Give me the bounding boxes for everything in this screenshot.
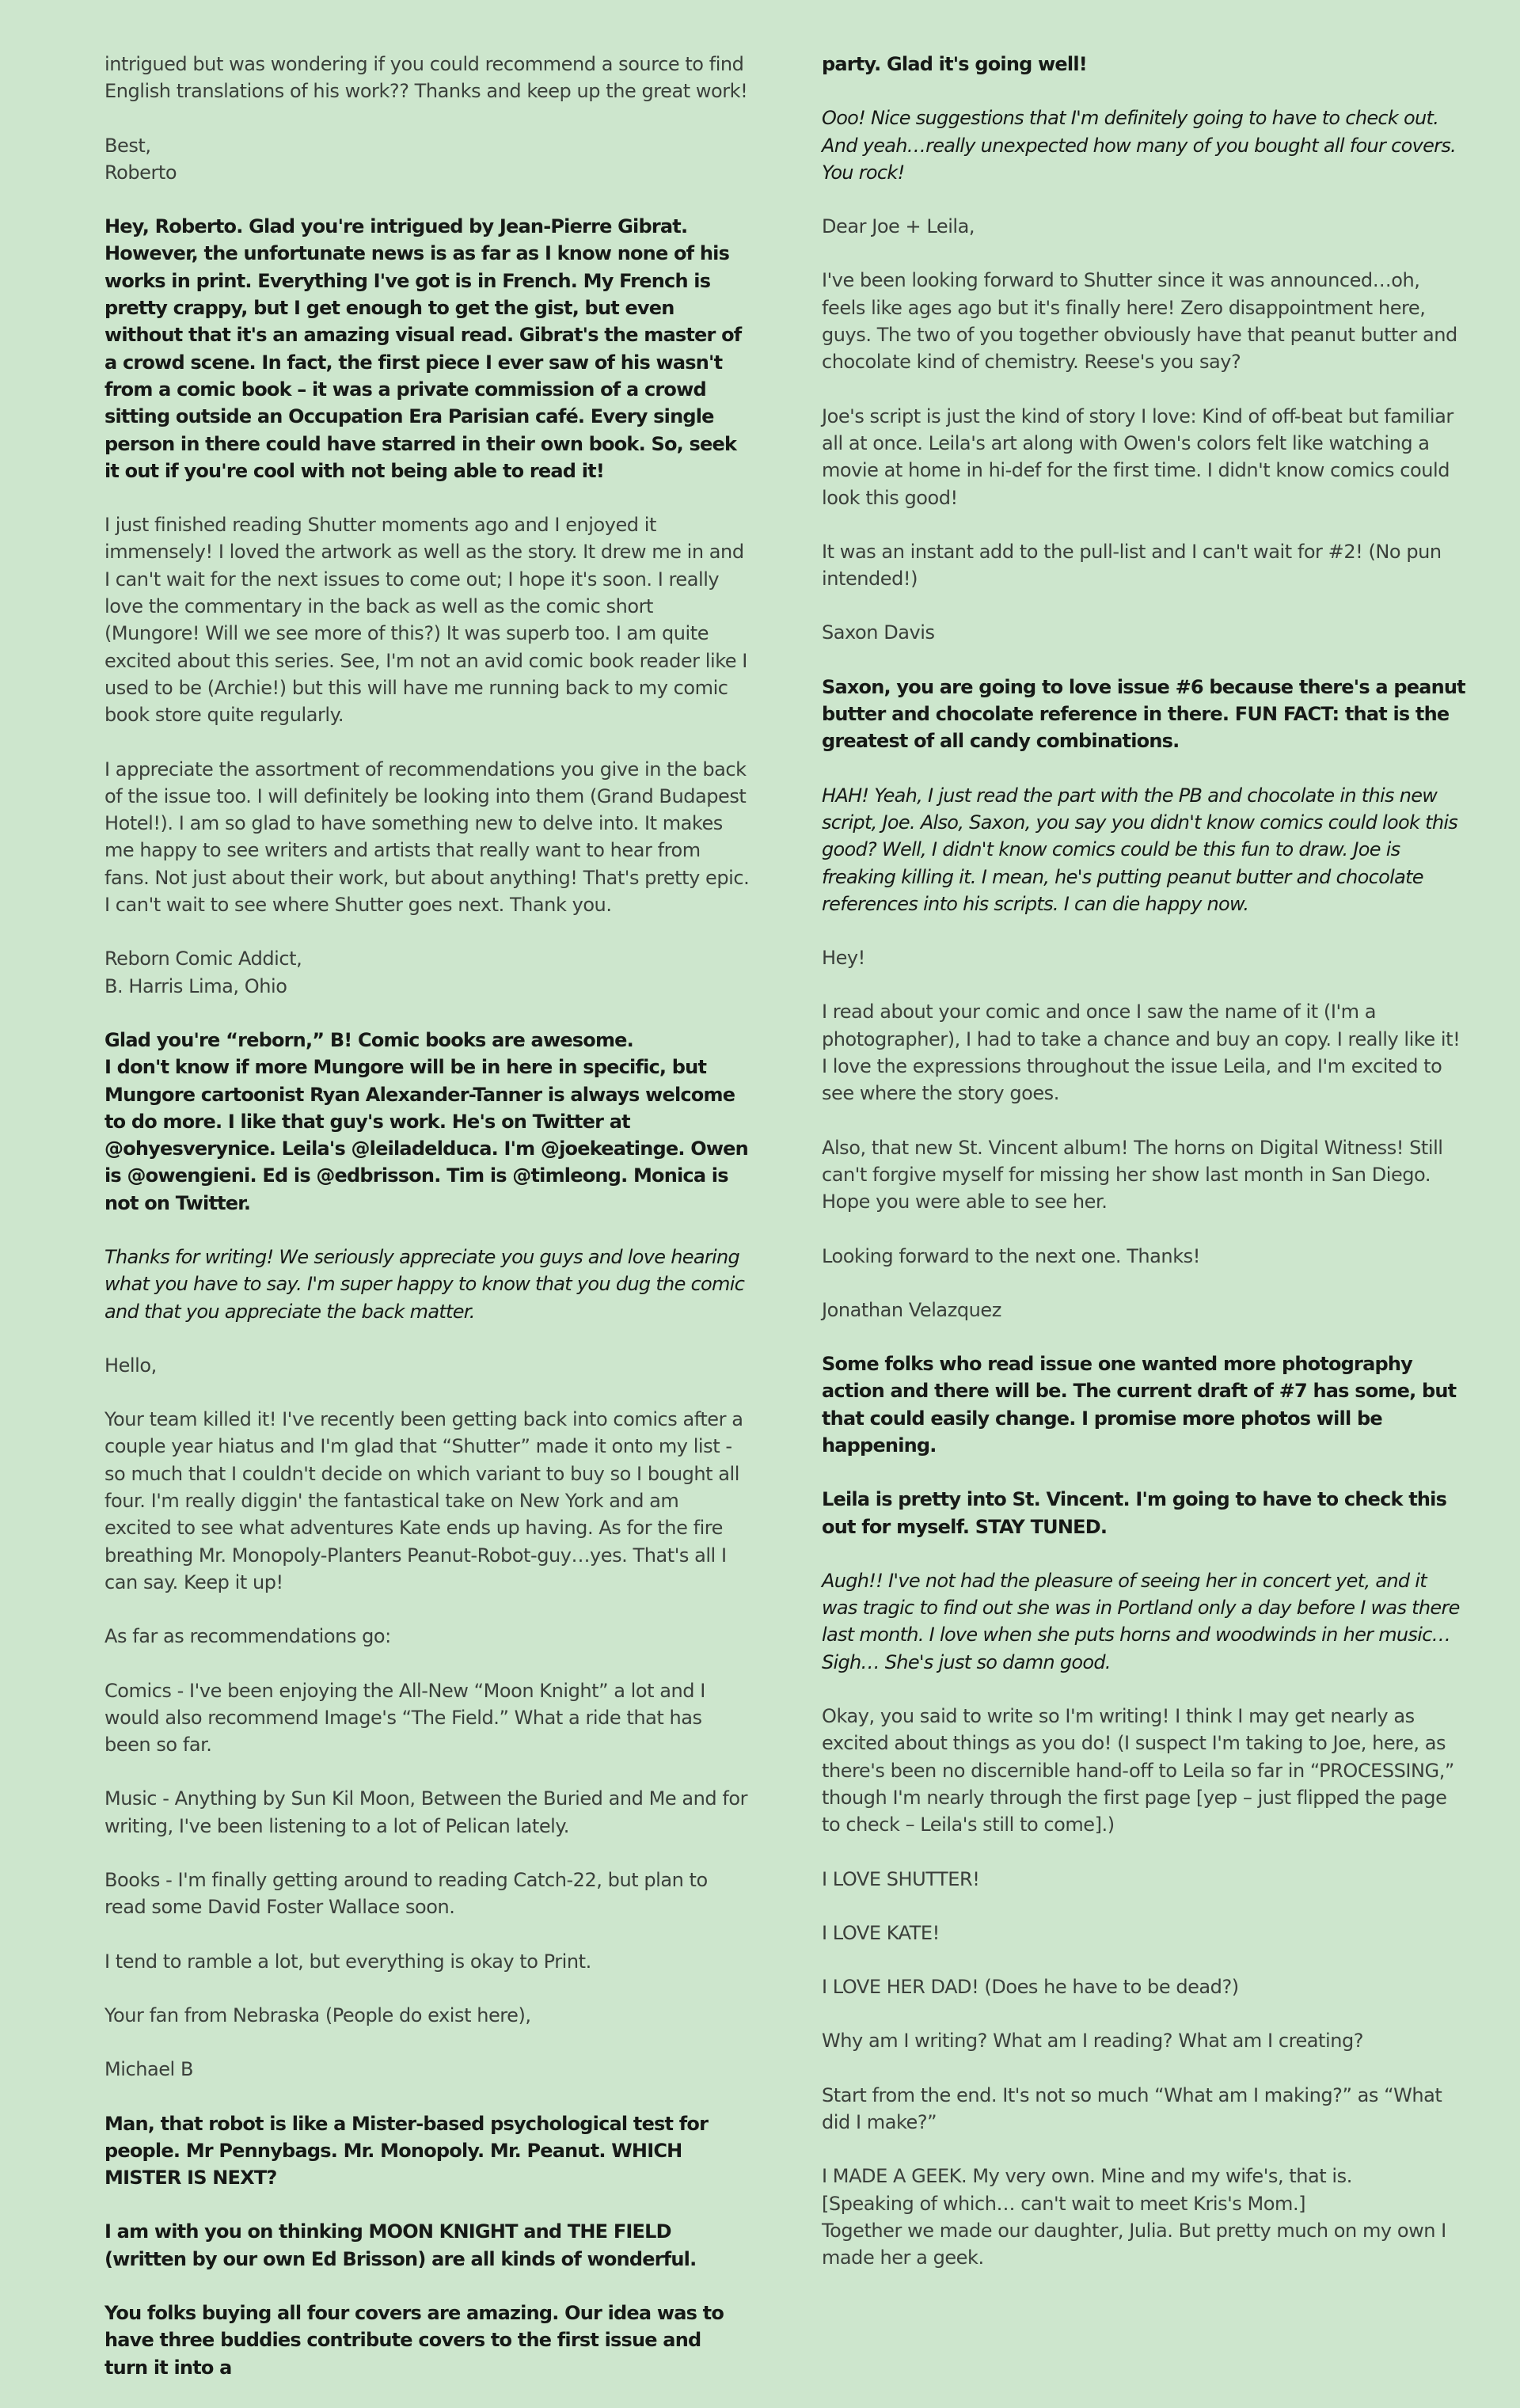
paragraph-line: Reborn Comic Addict, xyxy=(104,948,302,970)
creator-reply-paragraph: Man, that robot is like a Mister-based psychological test for people. Mr Pennybags. Mr. Monopoly. Mr. Peanut. WHICH MISTER IS NEXT? xyxy=(104,2112,709,2190)
reader-letter-paragraph: Start from the end. It's not so much “What am I making?” as “What did I make?” xyxy=(822,2083,1442,2134)
paragraph-line: I don't know if more Mungore will be in here in specific, but Mungore cartoonist Ryan Alexander-Tanner is always welcome to do more. I like that guy's work. He's on Twitter at @ohyesverynice. Leila's @leiladelduca. I'm @joekeatinge. Owen is @owengieni. Ed is @edbrisson. Tim is @timleong. Monica is not on Twitter. xyxy=(104,1056,748,1214)
reader-letter-paragraph: Comics - I've been enjoying the All-New “Moon Knight” a lot and I would also recommend Image's “The Field.” What a ride that has been so far. xyxy=(104,1679,705,1757)
paragraph-line: Best, xyxy=(104,134,151,157)
letter-signature: Saxon Davis xyxy=(822,621,935,644)
letter-signature: Hey! xyxy=(822,947,865,970)
letter-signature: Michael B xyxy=(104,2058,193,2081)
reader-letter-paragraph: Music - Anything by Sun Kil Moon, Between the Buried and Me and for writing, I've been listening to a lot of Pelican lately. xyxy=(104,1787,748,1837)
reader-letter-paragraph: I LOVE HER DAD! (Does he have to be dead?) xyxy=(822,1976,1239,1999)
reader-letter-paragraph: I tend to ramble a lot, but everything is okay to Print. xyxy=(104,1950,591,1973)
reader-letter-paragraph: I just finished reading Shutter moments ago and I enjoyed it immensely! I loved the artwork as well as the story. It drew me in and I can't wait for the next issues to come out; I hope it's soon. I really love the commentary in the back as well as the comic short (Mungore! Will we see more of this?) It was superb too. I am quite excited about this series. See, I'm not an avid comic book reader like I used to be (Archie!) but this will have me running back to my comic book store quite regularly. xyxy=(104,514,747,727)
paragraph-line: B. Harris Lima, Ohio xyxy=(104,974,287,997)
letter-signature: Dear Joe + Leila, xyxy=(822,215,975,238)
creator-reply-paragraph: You folks buying all four covers are amazing. Our idea was to have three buddies contribute covers to the first issue and turn it into a xyxy=(104,2302,724,2379)
creator-reply-paragraph: Leila is pretty into St. Vincent. I'm going to have to check this out for myself. STAY TUNED. xyxy=(822,1488,1447,1538)
reader-letter-paragraph: Why am I writing? What am I reading? What am I creating? xyxy=(822,2030,1364,2053)
reader-letter-paragraph: Looking forward to the next one. Thanks! xyxy=(822,1244,1200,1267)
letter-signature: Hello, xyxy=(104,1354,157,1377)
reader-letter-paragraph: As far as recommendations go: xyxy=(104,1625,391,1648)
creator-reply-paragraph: party. Glad it's going well! xyxy=(822,53,1087,75)
reader-letter-paragraph: I LOVE KATE! xyxy=(822,1921,940,1944)
paragraph-line: I MADE A GEEK. My very own. Mine and my wife's, that is. xyxy=(822,2165,1352,2188)
letter-signature: Jonathan Velazquez xyxy=(822,1298,1001,1321)
paragraph-line: Together we made our daughter, Julia. But pretty much on my own I made her a geek. xyxy=(822,2219,1446,2269)
reader-letter-paragraph: intrigued but was wondering if you could recommend a source to find English translations of his work?? Thanks and keep up the great work! xyxy=(104,53,748,103)
right-column xyxy=(822,51,1467,2299)
reader-letter-paragraph: I've been looking forward to Shutter since it was announced…oh, feels like ages ago but it's finally here! Zero disappointment here, guys. The two of you together obviously have that peanut butter and chocolate kind of chemistry. Reese's you say? xyxy=(822,269,1457,374)
artist-reply-paragraph: Augh!! I've not had the pleasure of seeing her in concert yet, and it was tragic to find out she was in Portland only a day before I was there last month. I love when she puts horns and woodwinds in her music…Sigh… She's just so damn good. xyxy=(822,1569,1460,1673)
creator-reply-paragraph: Saxon, you are going to love issue #6 because there's a peanut butter and chocolate reference in there. FUN FACT: that is the greatest of all candy combinations. xyxy=(822,675,1465,753)
artist-reply-paragraph: HAH! Yeah, I just read the part with the PB and chocolate in this new script, Joe. Also, Saxon, you say you didn't know comics could look this good? Well, I didn't know comics could be this fun to draw. Joe is freaking killing it. I mean, he's putting peanut butter and chocolate references into his scripts. I can die happy now. xyxy=(822,784,1458,915)
paragraph-line: [Speaking of which… can't wait to meet Kris's Mom.] xyxy=(822,2192,1306,2215)
reader-letter-paragraph: Your team killed it! I've recently been getting back into comics after a couple year hiatus and I'm glad that “Shutter” made it onto my list - so much that I couldn't decide on which variant to buy so I bought all four. I'm really diggin' the fantastical take on New York and am excited to see what adventures Kate ends up having. As for the fire breathing Mr. Monopoly-Planters Peanut-Robot-guy…yes. That's all I can say. Keep it up! xyxy=(104,1408,743,1593)
reader-letter-paragraph: Your fan from Nebraska (People do exist here), xyxy=(104,2004,531,2026)
creator-reply-paragraph xyxy=(104,1027,750,1217)
reader-letter-paragraph: I LOVE SHUTTER! xyxy=(822,1867,980,1890)
reader-letter-paragraph: I appreciate the assortment of recommendations you give in the back of the issue too. I will definitely be looking into them (Grand Budapest Hotel!). I am so glad to have something new to delve into. It makes me happy to see writers and artists that really want to hear from fans. Not just about their work, but about anything! That's pretty epic. I can't wait to see where Shutter goes next. Thank you. xyxy=(104,758,750,917)
reader-letter-paragraph: Also, that new St. Vincent album! The horns on Digital Witness! Still can't forgive myself for missing her show last month in San Diego. Hope you were able to see her. xyxy=(822,1136,1443,1213)
artist-reply-paragraph: Ooo! Nice suggestions that I'm definitely going to have to check out. And yeah…really unexpected how many of you bought all four covers. You rock! xyxy=(822,107,1457,184)
letter-signature xyxy=(104,132,750,187)
paragraph-line: Roberto xyxy=(104,161,177,184)
left-column xyxy=(104,51,750,2408)
paragraph-line: Glad you're “reborn,” B! Comic books are awesome. xyxy=(104,1028,633,1051)
letter-signature xyxy=(104,945,750,1000)
reader-letter-paragraph: I read about your comic and once I saw the name of it (I'm a photographer), I had to take a chance and buy an copy. I really like it! I love the expressions throughout the issue Leila, and I'm excited to see where the story goes. xyxy=(822,1001,1461,1105)
reader-letter-paragraph: Joe's script is just the kind of story I love: Kind of off-beat but familiar all at once. Leila's art along with Owen's colors felt like watching a movie at home in hi-def for the first time. I didn't know comics could look this good! xyxy=(822,404,1454,509)
artist-reply-paragraph: Thanks for writing! We seriously appreciate you guys and love hearing what you have to say. I'm super happy to know that you dug the comic and that you appreciate the back matter. xyxy=(104,1245,745,1323)
reader-letter-paragraph xyxy=(822,2163,1467,2271)
creator-reply-paragraph: Hey, Roberto. Glad you're intrigued by Jean-Pierre Gibrat. However, the unfortunate news is as far as I know none of his works in print. Everything I've got is in French. My French is pretty crappy, but I get enough to get the gist, but even without that it's an amazing visual read. Gibrat's the master of a crowd scene. In fact, the first piece I ever saw of his wasn't from a comic book – it was a private commission of a crowd sitting outside an Occupation Era Parisian café. Every single person in there could have starred in their own book. So, seek it out if you're cool with not being able to read it! xyxy=(104,215,742,482)
creator-reply-paragraph: I am with you on thinking MOON KNIGHT and THE FIELD (written by our own Ed Brisson) are all kinds of wonderful. xyxy=(104,2220,697,2270)
reader-letter-paragraph: Okay, you said to write so I'm writing! I think I may get nearly as excited about things as you do! (I suspect I'm taking to Joe, here, as there's been no discernible hand-off to Leila so far in “PROCESSING,” though I'm nearly through the first page [yep – just flipped the page to check – Leila's still to come].) xyxy=(822,1705,1454,1836)
creator-reply-paragraph: Some folks who read issue one wanted more photography action and there will be. The current draft of #7 has some, but that could easily change. I promise more photos will be happening. xyxy=(822,1353,1457,1457)
reader-letter-paragraph: It was an instant add to the pull-list and I can't wait for #2! (No pun intended!) xyxy=(822,540,1442,591)
reader-letter-paragraph: Books - I'm finally getting around to reading Catch-22, but plan to read some David Foster Wallace soon. xyxy=(104,1869,708,1919)
